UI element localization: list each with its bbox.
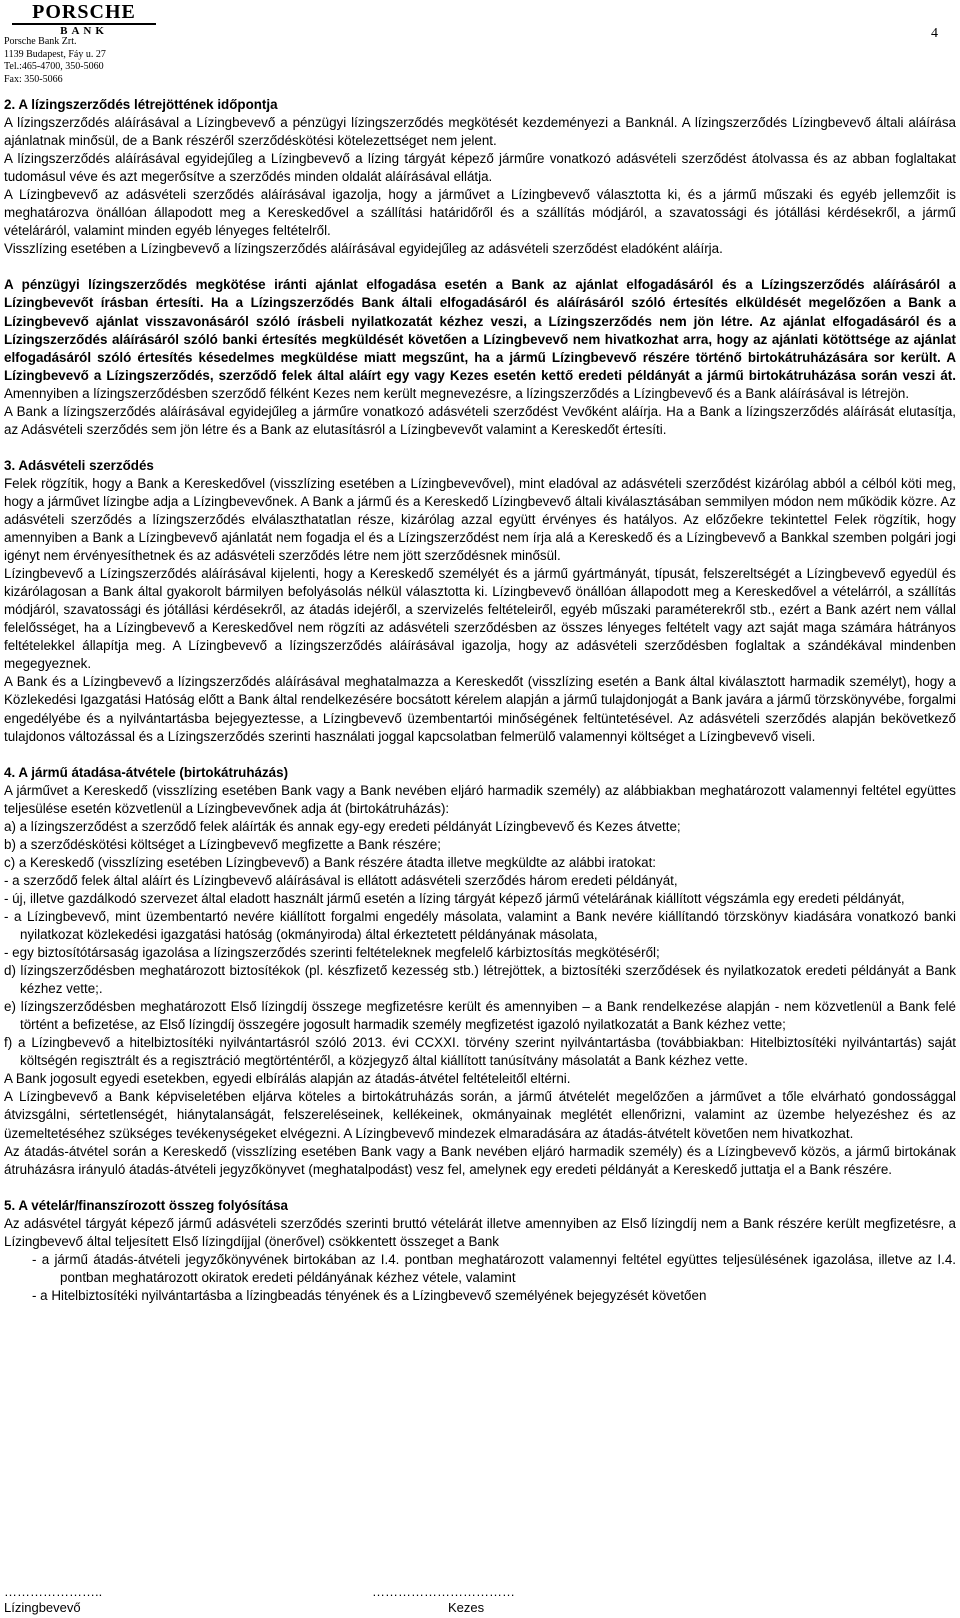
paragraph: A lízingszerződés aláírásával egyidejűleg a Lízingbevevő a lízing tárgyát képező járműre vonatkozó adásvételi szerződést átolvassa és az abban foglaltakat tudomásul véve és azt megerősítve a szerződés minden oldalát aláírásával ellátja. (4, 151, 956, 185)
list-item: d) lízingszerződésben meghatározott biztosítékok (pl. készfizető kezesség stb.) létrejöttek, a biztosítéki szerződések és nyilatkozatok eredeti példányát a Bank kézhez vette;. (4, 963, 956, 997)
list-item: a) a lízingszerződést a szerződő felek aláírták és annak egy-egy eredeti példányát Lízingbevevő és Kezes átvette; (4, 818, 681, 834)
paragraph (4, 276, 956, 402)
signature-label: Kezes (448, 1600, 485, 1615)
paragraph: A Bank és a Lízingbevevő a lízingszerződés aláírásával meghatalmazza a Kereskedőt (visszlízing esetén a Bank által kiválasztott harmadik személyt), hogy a Közlekedési Igazgatási Hatóság előtt a Bank által rendelkezésére bocsátott kérelem alapján a jármű tulajdonjogát a Bank javára a jármű törzskönyvébe, forgalmi engedélyébe és a nyilvántartásba bejegyeztesse, a Lízingbevevő üzembentartói minőségének feltüntetésével. Az adásvételi szerződés alapján bekövetkező tulajdonos változással és a Lízingszerződés szerinti használati joggal kapcsolatban felmerülő valamennyi költséget a Lízingbevevő viseli. (4, 674, 957, 744)
signature-lizingbevevo (4, 1584, 102, 1616)
address-line: Porsche Bank Zrt. (4, 36, 77, 47)
signature-label: Lízingbevevő (4, 1600, 81, 1615)
paragraph: A Lízingbevevő a Bank képviseletében eljárva köteles a birtokátruházás során, a jármű átvételét megelőzően a járművet a tőle elvárható gondossággal átvizsgálni, sértetlenségét, hiánytalanságát, felszereléseinek, kellékeinek, okmányainak meglétét ellenőrizni, valamint az üzembe helyezéshez és az üzemeltetéséhez szükséges tevékenységeket elvégezni. A Lízingbevevő mindezek elmaradására az átadás-átvételt követően nem hivatkozhat. (4, 1089, 956, 1141)
paragraph: A Lízingbevevő az adásvételi szerződés aláírásával igazolja, hogy a járművet a Lízingbevevő választotta ki, és a jármű műszaki és egyéb jellemzőit is meghatározva önállóan állapodott meg a Kereskedővel a szállítási határidőről és a szállítás módjáról, a szavatossági és jótállási kérdésekről, a jármű vételáráról, valamint minden egyéb lényeges feltételről. (4, 187, 956, 239)
address-line: Fax: 350-5066 (4, 73, 63, 85)
paragraph: A járművet a Kereskedő (visszlízing esetében Bank vagy a Bank nevében eljáró harmadik személy) az alábbiakban meghatározott valamennyi feltétel együttes teljesülése esetén közvetlenül a Lízingbevevőnek adja át (birtokátruházás): (4, 782, 956, 816)
list-item: - új, illetve gazdálkodó szervezet által eladott használt jármű esetén a lízing tárgyát képező jármű vételárának kiállított végszámla egy eredeti példányát, (4, 890, 905, 906)
paragraph: Visszlízing esetében a Lízingbevevő a lízingszerződés aláírásával egyidejűleg az adásvételi szerződést eladóként aláírja. (4, 241, 723, 257)
paragraph: Az átadás-átvétel során a Kereskedő (visszlízing esetében Bank vagy a Bank nevében eljáró harmadik személy) és a Lízingbevevő közös, a jármű birtokának átruházásra irányuló átadás-átvételi jegyzőkönyvet (meghatalpodást) vesz fel, amelynek egy eredeti példányát a Kereskedő juttatja el a Bank részére. (4, 1143, 956, 1177)
address-line: Tel.:465-4700, 350-5060 (4, 61, 104, 73)
list-item: - a szerződő felek által aláírt és Lízingbevevő aláírásával is ellátott adásvételi szerződés három eredeti példányát, (4, 872, 678, 888)
paragraph: Felek rögzítik, hogy a Bank a Kereskedővel (visszlízing esetében a Lízingbevevővel), mint eladóval az adásvételi szerződést kizárólag abból a célból köti meg, hogy a járművet lízingbe adja a Lízingbevevőnek. A Bank a jármű és a Kereskedő Lízingbevevő általi kiválasztásában semmilyen módon nem működik közre. Az adásvételi szerződés a lízingszerződés elválaszthatatlan része, kizárólag azzal együtt érvényes és hatályos. Az előzőekre tekintettel Felek rögzítik, hogy amennyiben a Bank a Lízingbevevő ajánlatát nem fogadja el és a Lízingszerződést nem írja alá a Kereskedő és a Lízingbevevő a Bankkal szemben polgári jogi igényt nem érvényesíthetnek és az adásvételi szerződés létre nem jött szerződésnek minősül. (4, 475, 956, 564)
paragraph: A lízingszerződés aláírásával a Lízingbevevő a pénzügyi lízingszerződés megkötését kezdeményezi a Banknál. A lízingszerződés Lízingbevevő általi aláírása ajánlatnak minősül, de a Bank részéről szerződéskötési kötelezettséget nem jelent. (4, 115, 956, 149)
list-item: c) a Kereskedő (visszlízing esetében Lízingbevevő) a Bank részére átadta illetve megküldte az alábbi iratokat: (4, 854, 657, 870)
paragraph: Az adásvétel tárgyát képező jármű adásvételi szerződés szerinti bruttó vételárát illetve amennyiben az Első lízingdíj nem a Bank részére került megfizetésre, a Lízingbevevő által teljesített Első lízingdíjjal (önerővel) csökkentett összeget a Bank (4, 1215, 956, 1249)
list-item: e) lízingszerződésben meghatározott Első lízingdíj összege megfizetésre került és amennyiben – a Bank rendelkezése alapján - nem közvetlenül a Bank felé történt a befizetése, az Első lízingdíj összegére jogosult harmadik személy megfizetést igazoló nyilatkozatát a Bank kézhez vette; (4, 999, 956, 1033)
spacer (4, 746, 956, 764)
bold-text: A pénzügyi lízingszerződés megkötése iránti ajánlat elfogadása esetén a Bank az ajánlat elfogadásáról és a Lízingszerződés aláírásáról a Lízingbevevőt írásban értesíti. Ha a Lízingszerződés Bank általi elfogadásáról és aláírásáról szóló értesítés elküldését megelőzően a Bank a Lízingbevevő ajánlat visszavonásáról szóló írásbeli nyilatkozatát kézhez veszi, a Lízingszerződés nem jön létre. Az ajánlat elfogadásáról és a Lízingszerződés aláírásáról szóló banki értesítés megküldését követően a Lízingbevevő nem hivatkozhat arra, hogy az ajánlati kötöttsége az ajánlat elfogadásáról szóló értesítés késedelmes megküldése miatt megszűnt, ha a jármű Lízingbevevő részére történő birtokátruházására sor került. A Lízingbevevő a Lízingszerződés, szerződő felek által aláírt egy vagy Kezes esetén kettő eredeti példányát a jármű birtokátruházása során veszi át. (4, 277, 956, 383)
signature-kezes (372, 1584, 515, 1616)
document-body (4, 96, 956, 1305)
page-number: 4 (931, 26, 938, 41)
logo-bank-text: BANK (60, 25, 108, 37)
signature-line: …………………………… (372, 1584, 515, 1599)
section-3-heading: 3. Adásvételi szerződés (4, 457, 154, 473)
list-item: b) a szerződéskötési költséget a Lízingbevevő megfizette a Bank részére; (4, 836, 441, 852)
section-4-heading: 4. A jármű átadása-átvétele (birtokátruházás) (4, 764, 289, 780)
list-item: - egy biztosítótársaság igazolása a lízingszerződés szerinti feltételeknek megfelelő kárbiztosítás megkötéséről; (4, 945, 660, 961)
spacer (4, 258, 956, 276)
signature-line: ………………….. (4, 1584, 103, 1599)
list-item: - a Lízingbevevő, mint üzembentartó nevére kiállított forgalmi engedély másolata, valamint a Bank nevére kiállítandó törzskönyv kiadására vonatkozó banki nyilatkozat közlekedési igazgatási hatóság (okmányiroda) által érkeztetett példányának másolata, (4, 908, 956, 943)
bank-address-block (4, 36, 106, 86)
section-2-heading: 2. A lízingszerződés létrejöttének időpontja (4, 97, 278, 112)
paragraph: A Bank a lízingszerződés aláírásával egyidejűleg a járműre vonatkozó adásvételi szerződést Vevőként aláírja. Ha a Bank a lízingszerződés aláírását elutasítja, az Adásvételi szerződés sem jön létre és a Bank az elutasításról a Lízingbevevőt valamint a Kereskedőt értesíti. (4, 403, 956, 437)
list-item: - a Hitelbiztosítéki nyilvántartásba a lízingbeadás tényének és a Lízingbevevő személyének bejegyzését követően (32, 1287, 707, 1303)
porsche-bank-logo (4, 2, 164, 38)
section-5-heading: 5. A vételár/finanszírozott összeg folyósítása (4, 1197, 289, 1213)
list-item: - a jármű átadás-átvételi jegyzőkönyvének birtokában az I.4. pontban meghatározott valamennyi feltétel együttes teljesülésének igazolása, illetve az I.4. pontban meghatározott okiratok eredeti példányának kézhez vétele, valamint (32, 1251, 956, 1285)
address-line: 1139 Budapest, Fáy u. 27 (4, 48, 106, 60)
paragraph: Lízingbevevő a Lízingszerződés aláírásával kijelenti, hogy a Kereskedő személyét és a jármű gyártmányát, típusát, felszereltségét a Lízingbevevő egyedül és kizárólagosan a Bank által gyakorolt bármilyen befolyásolás nélkül választotta ki. Lízingbevevő önállóan állapodott meg a Kereskedővel a vételárról, a szállítás módjáról, szavatossági és jótállási kérdésekről, az átadás idejéről, a szervizelés feltételeiről, egyéb műszaki paraméterekről stb., ezért a Bank azért nem vállal felelősséget, ha a Lízingbevevő a Kereskedővel nem rögzíti az adásvételi szerződésben az összes lényeges feltételt vagy azt saját maga számára hátrányos feltételekkel állapítja meg. A Lízingbevevő a lízingszerződés aláírásával igazolja, hogy az adásvételi szerződésben foglaltak a szándékával mindenben megegyeznek. (4, 566, 956, 672)
spacer (4, 439, 956, 457)
list-item: f) a Lízingbevevő a hitelbiztosítéki nyilvántartásról szóló 2013. évi CCXXI. törvény szerint nyilvántartásba (továbbiakban: Hitelbiztosítéki nyilvántartás) saját költségén regisztrált és a regisztráció megtörténtéről, a közjegyző által kiállított tanúsítvány másolatát a Bank kézhez vette. (4, 1035, 956, 1069)
logo-brand-text: PORSCHE (32, 1, 136, 23)
spacer (4, 1179, 956, 1197)
paragraph: A Bank jogosult egyedi esetekben, egyedi elbírálás alapján az átadás-átvétel feltételeitől eltérni. (4, 1071, 571, 1087)
normal-text: Amennyiben a lízingszerződésben szerződő félként Kezes nem került megnevezésre, a lízingszerződés a Lízingbevevő és a Bank aláírásával is létrejön. (4, 385, 910, 401)
